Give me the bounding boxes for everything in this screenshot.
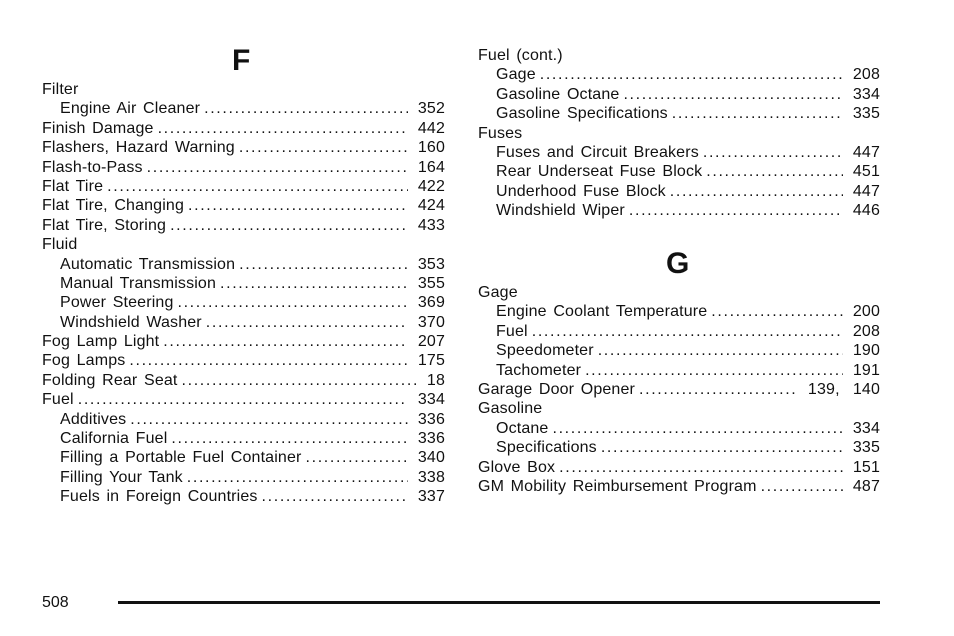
index-subentry: Windshield Washer . . . 370 (42, 313, 445, 332)
index-subentry: Tachometer . . . 191 (478, 361, 880, 380)
index-entry: Finish Damage . . . 442 (42, 119, 445, 138)
index-list-g (478, 283, 880, 496)
index-entry: Fluid (42, 236, 78, 254)
index-entry: Flat Tire, Changing . . . 424 (42, 196, 445, 215)
index-list-f-continued (478, 46, 880, 221)
footer-rule (118, 601, 880, 604)
index-subentry: Engine Air Cleaner . . . 352 (42, 99, 445, 118)
index-entry: Gasoline (478, 400, 543, 418)
index-entry: Garage Door Opener . . . 139, 140 (478, 380, 880, 399)
index-subentry: Power Steering . . . 369 (42, 293, 445, 312)
index-subentry: Filling a Portable Fuel Container . . . 340 (42, 448, 445, 467)
index-subentry: Gasoline Octane . . . 334 (478, 85, 880, 104)
index-subentry: Manual Transmission . . . 355 (42, 274, 445, 293)
index-entry: Glove Box . . . 151 (478, 458, 880, 477)
index-entry: Fog Lamp Light . . . 207 (42, 332, 445, 351)
index-entry: Fuel (cont.) (478, 47, 563, 64)
index-subentry: Fuses and Circuit Breakers . . . 447 (478, 143, 880, 162)
index-subentry: Additives . . . 336 (42, 410, 445, 429)
index-entry: Flashers, Hazard Warning . . . 160 (42, 138, 445, 157)
index-entry: Fuses (478, 124, 523, 142)
index-entry: Fog Lamps . . . 175 (42, 351, 445, 370)
index-subentry: Rear Underseat Fuse Block . . . 451 (478, 162, 880, 181)
section-heading-f: F (232, 44, 251, 77)
index-list-f (42, 80, 445, 507)
index-subentry: Underhood Fuse Block . . . 447 (478, 182, 880, 201)
index-entry: Folding Rear Seat . . . 18 (42, 371, 445, 390)
index-subentry: Windshield Wiper . . . 446 (478, 201, 880, 220)
index-subentry: Gage . . . 208 (478, 65, 880, 84)
index-entry: Gage (478, 284, 518, 301)
index-subentry: Automatic Transmission . . . 353 (42, 255, 445, 274)
index-subentry: Octane . . . 334 (478, 419, 880, 438)
index-entry: GM Mobility Reimbursement Program . . . 487 (478, 477, 880, 496)
index-subentry: Gasoline Specifications . . . 335 (478, 104, 880, 123)
index-subentry: Fuel . . . 208 (478, 322, 880, 341)
index-entry: Filter (42, 81, 79, 98)
index-subentry: California Fuel . . . 336 (42, 429, 445, 448)
index-entry: Flat Tire . . . 422 (42, 177, 445, 196)
index-subentry: Specifications . . . 335 (478, 438, 880, 457)
index-entry: Flash-to-Pass . . . 164 (42, 158, 445, 177)
index-subentry: Filling Your Tank . . . 338 (42, 468, 445, 487)
index-subentry: Fuels in Foreign Countries . . . 337 (42, 487, 445, 506)
index-subentry: Engine Coolant Temperature . . . 200 (478, 302, 880, 321)
section-heading-g: G (666, 247, 690, 280)
page-number: 508 (42, 594, 69, 611)
index-entry: Fuel . . . 334 (42, 390, 445, 409)
index-entry: Flat Tire, Storing . . . 433 (42, 216, 445, 235)
index-subentry: Speedometer . . . 190 (478, 341, 880, 360)
